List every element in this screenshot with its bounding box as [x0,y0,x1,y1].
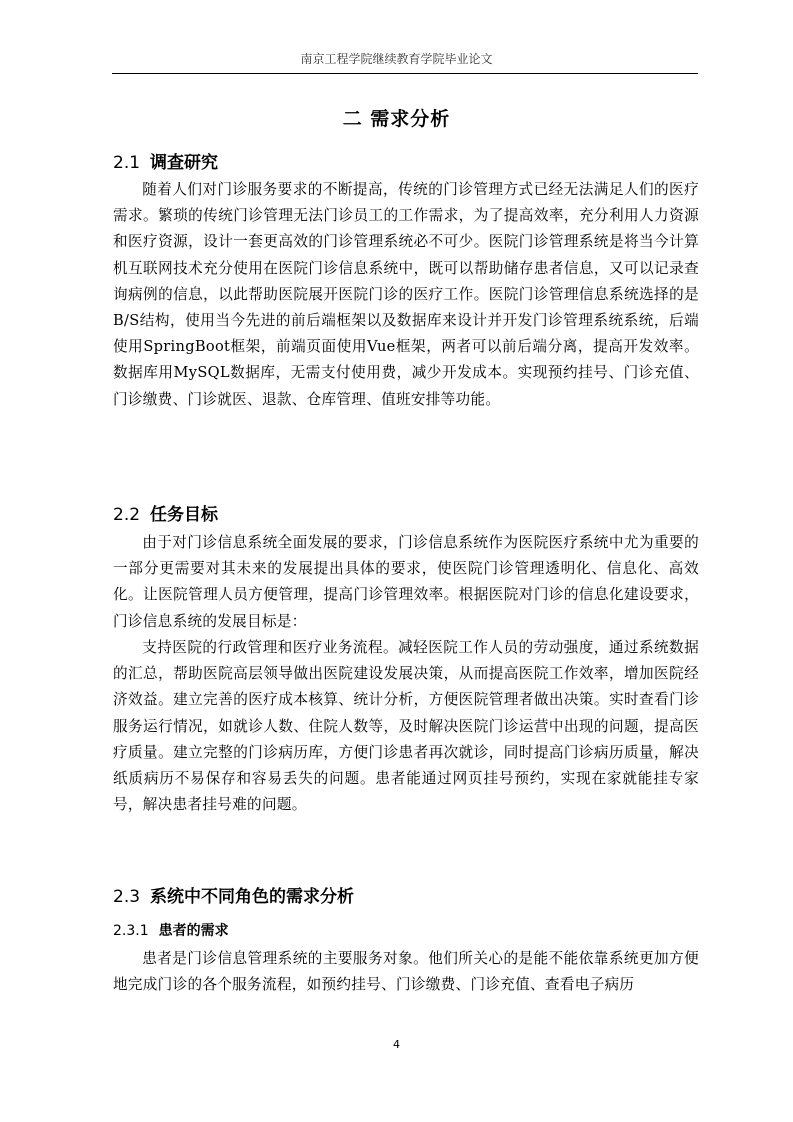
paragraph-2-1: 随着人们对门诊服务要求的不断提高，传统的门诊管理方式已经无法满足人们的医疗需求。繁琐的传统门诊管理无法门诊员工的工作需求，为了提高效率，充分利用人力资源和医疗资源，设计一套更高效的门诊管理系统必不可少。医院门诊管理系统是将当今计算机互联网技术充分使用在医院门诊信息系统中，既可以帮助储存患者信息，又可以记录查询病例的信息，以此帮助医院展开医院门诊的医疗工作。医院门诊管理信息系统选择的是B/S结构，使用当今先进的前后端框架以及数据库来设计并开发门诊管理系统系统，后端使用SpringBoot框架，前端页面使用Vue框架，两者可以前后端分离，提高开发效率。数据库用MySQL数据库，无需支付使用费，减少开发成本。实现预约挂号、门诊充值、门诊缴费、门诊就医、退款、仓库管理、值班安排等功能。 [113,181,699,408]
section-heading-2-2 [113,500,218,525]
section-heading-2-3 [113,882,354,907]
section-title: 系统中不同角色的需求分析 [150,887,355,907]
section-title: 任务目标 [150,505,219,525]
page-number: 4 [393,1038,400,1051]
paragraph-2-2-b: 支持医院的行政管理和医疗业务流程。减轻医院工作人员的劳动强度，通过系统数据的汇总，帮助医院高层领导做出医院建设发展决策，从而提高医院工作效率，增加医院经济效益。建立完善的医疗成本核算、统计分析，方便医院管理者做出决策。实时查看门诊服务运行情况，如就诊人数、住院人数等，及时解决医院门诊运营中出现的问题，提高医疗质量。建立完整的门诊病历库，方便门诊患者再次就诊，同时提高门诊病历质量，解决纸质病历不易保存和容易丢失的问题。患者能通过网页挂号预约，实现在家就能挂专家号，解决患者挂号难的问题。 [113,639,699,814]
subsection-title: 患者的需求 [158,923,229,939]
subsection-heading-2-3-1 [113,920,229,940]
paragraph-2-2-a: 由于对门诊信息系统全面发展的要求，门诊信息系统作为医院医疗系统中尤为重要的一部分更需要对其未来的发展提出具体的要求，使医院门诊管理透明化、信息化、高效化。让医院管理人员方便管理，提高门诊管理效率。根据医院对门诊的信息化建设要求，门诊信息系统的发展目标是： [113,534,699,630]
section-number: 2.3 [113,887,141,907]
paragraph-2-3-1: 患者是门诊信息管理系统的主要服务对象。他们所关心的是能不能依靠系统更加方便地完成门诊的各个服务流程，如预约挂号、门诊缴费、门诊充值、查看电子病历 [113,950,699,994]
header-divider [112,73,698,74]
section-title: 调查研究 [150,153,219,173]
chapter-title: 二 需求分析 [342,108,451,130]
running-header: 南京工程学院继续教育学院毕业论文 [300,52,493,66]
subsection-number: 2.3.1 [113,923,149,939]
section-number: 2.1 [113,153,141,173]
section-heading-2-1 [113,148,218,173]
section-number: 2.2 [113,505,141,525]
